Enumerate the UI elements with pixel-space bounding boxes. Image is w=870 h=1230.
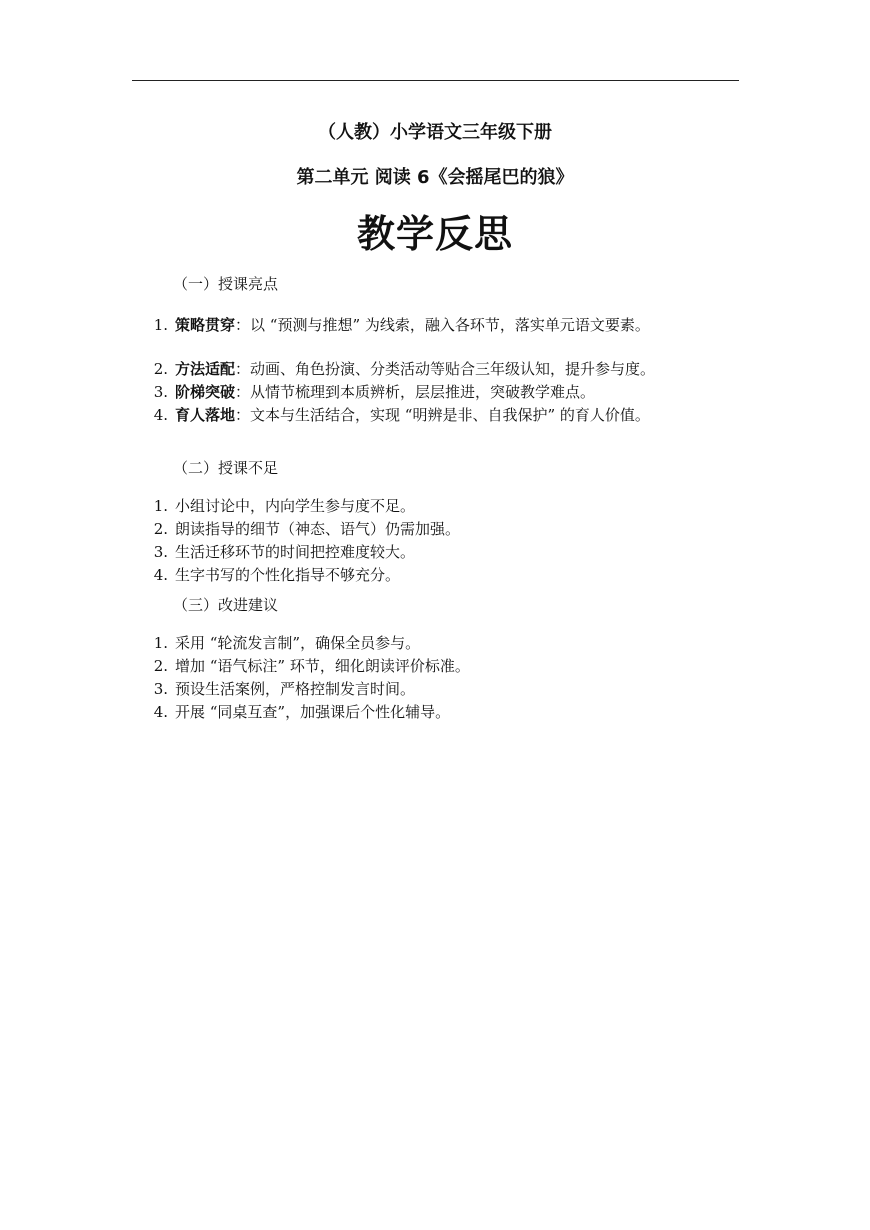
list-item — [132, 381, 738, 403]
page-title: 教学反思 — [356, 212, 513, 256]
item-text: 预设生活案例，严格控制发言时间。 — [175, 680, 416, 698]
item-number: 3. — [153, 383, 168, 401]
list-item — [132, 632, 738, 654]
list-item — [132, 358, 738, 380]
list-item — [132, 655, 738, 677]
item-number: 2. — [153, 520, 168, 538]
item-text: ：动画、角色扮演、分类活动等贴合三年级认知，提升参与度。 — [235, 360, 656, 378]
list-item — [132, 564, 738, 586]
list-item — [132, 541, 738, 563]
list-item — [132, 678, 738, 700]
item-keyword: 策略贯穿 — [175, 316, 236, 334]
item-text: 生字书写的个性化指导不够充分。 — [175, 566, 401, 584]
section-heading-shortcomings: （二）授课不足 — [173, 459, 279, 477]
item-number: 3. — [153, 680, 168, 698]
item-number: 4. — [153, 703, 168, 721]
item-keyword: 方法适配 — [175, 360, 236, 378]
list-item — [132, 314, 738, 336]
item-number: 2. — [153, 360, 168, 378]
item-text: 开展 “同桌互查”，加强课后个性化辅导。 — [175, 703, 451, 721]
item-number: 2. — [153, 657, 168, 675]
doc-subtitle-unit: 第二单元 阅读 6《会摇尾巴的狼》 — [296, 167, 574, 188]
section-heading-highlights: （一）授课亮点 — [173, 275, 279, 293]
list-item — [132, 518, 738, 540]
list-item — [132, 495, 738, 517]
item-keyword: 阶梯突破 — [175, 383, 236, 401]
item-text: 朗读指导的细节（神态、语气）仍需加强。 — [175, 520, 461, 538]
item-text: 小组讨论中，内向学生参与度不足。 — [175, 497, 416, 515]
item-text: ：以 “预测与推想” 为线索，融入各环节，落实单元语文要素。 — [235, 316, 650, 334]
item-number: 1. — [153, 634, 168, 652]
item-number: 4. — [153, 406, 168, 424]
item-text: 生活迁移环节的时间把控难度较大。 — [175, 543, 416, 561]
item-keyword: 育人落地 — [175, 406, 236, 424]
list-item — [132, 404, 738, 426]
list-item — [132, 701, 738, 723]
item-text: 增加 “语气标注” 环节，细化朗读评价标准。 — [175, 657, 470, 675]
item-text: ：从情节梳理到本质辨析，层层推进，突破教学难点。 — [235, 383, 596, 401]
item-text: 采用 “轮流发言制”，确保全员参与。 — [175, 634, 421, 652]
doc-subtitle-publisher: （人教）小学语文三年级下册 — [318, 122, 552, 143]
section-heading-improvements: （三）改进建议 — [173, 596, 279, 614]
item-number: 1. — [153, 316, 168, 334]
item-number: 3. — [153, 543, 168, 561]
header-rule — [132, 80, 739, 81]
item-number: 4. — [153, 566, 168, 584]
item-text: ：文本与生活结合，实现 “明辨是非、自我保护” 的育人价值。 — [235, 406, 650, 424]
item-number: 1. — [153, 497, 168, 515]
